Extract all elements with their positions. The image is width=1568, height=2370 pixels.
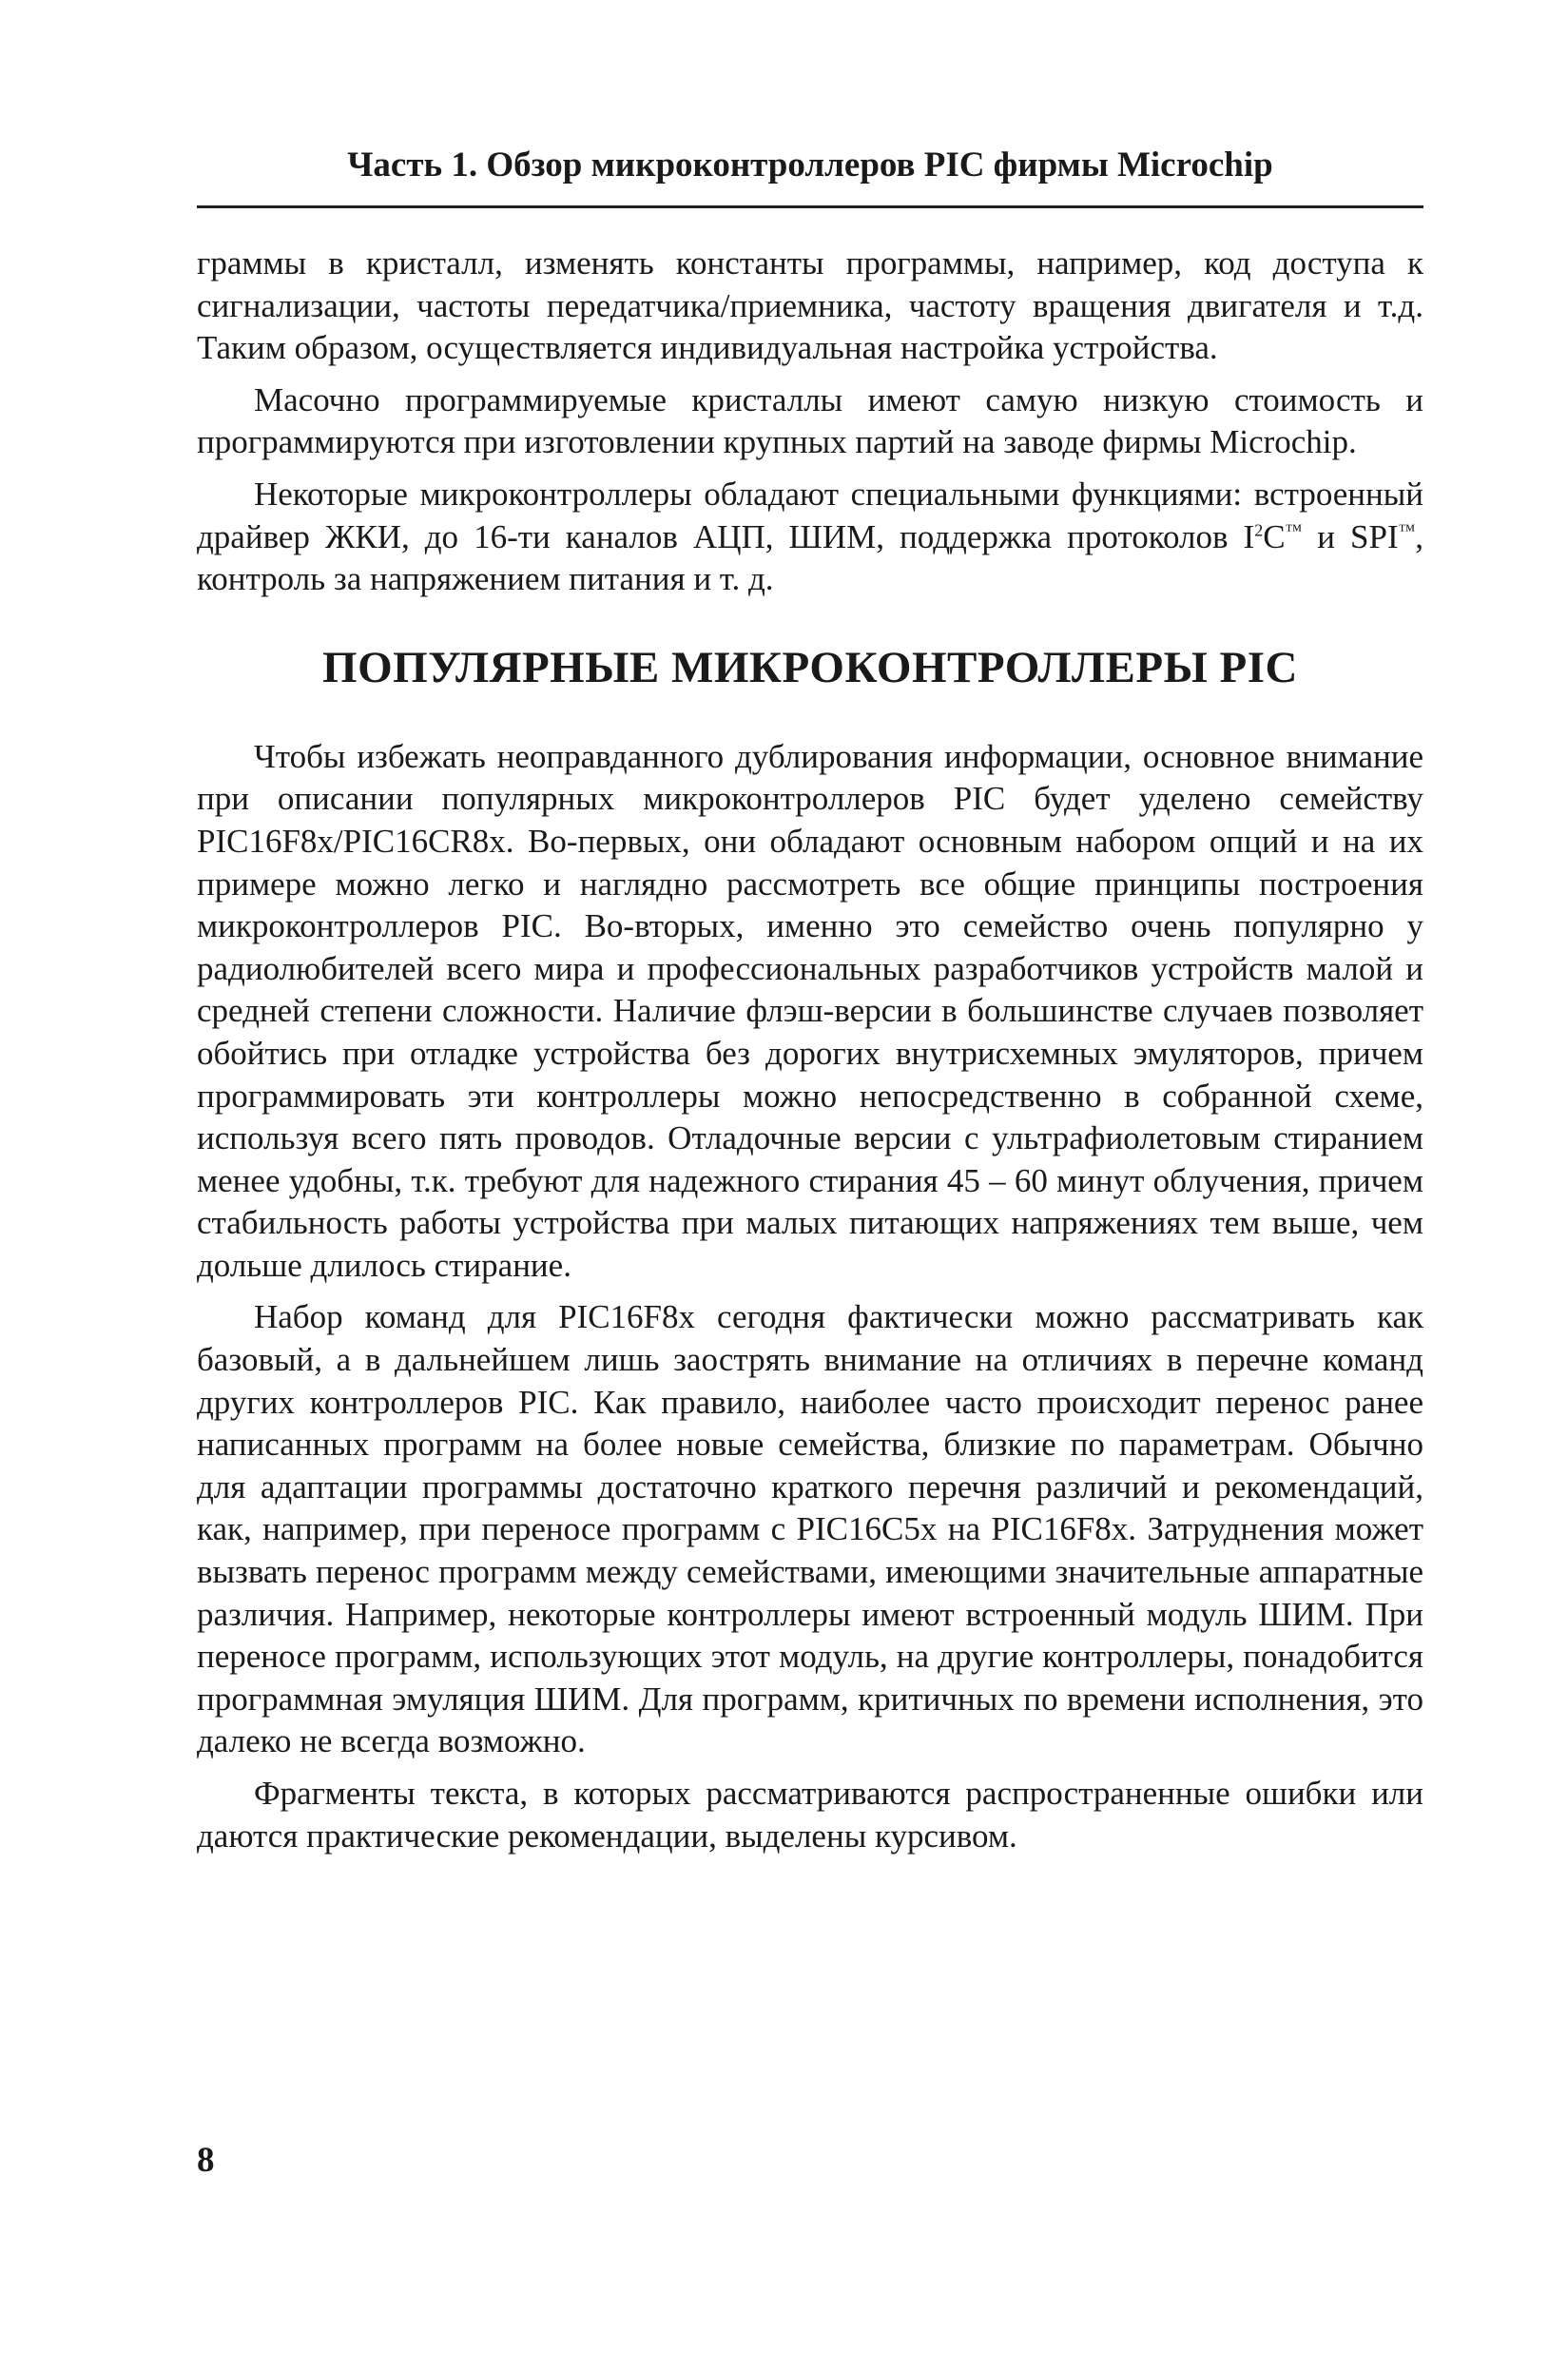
- paragraph-italic-note: Фрагменты текста, в которых рассматриваются распространенные ошибки или даются практические рекомендации, выделены курсивом.: [197, 1775, 1423, 1855]
- section-title: ПОПУЛЯРНЫЕ МИКРОКОНТРОЛЛЕРЫ PIC: [322, 642, 1298, 692]
- special-text-2: C: [1263, 517, 1286, 555]
- special-text-3: и SPI: [1302, 517, 1399, 555]
- body-text: [197, 243, 1423, 1857]
- special-text-4: , контроль за напряжением питания и т. д.: [197, 517, 1423, 598]
- superscript-2: 2: [1254, 519, 1264, 539]
- paragraph-continued: граммы в кристалл, изменять константы программы, например, код доступа к сигнализации, частоты передатчика/приемника, частоту вращения двигателя и т.д. Таким образом, осуществляется индивидуальная настройка устройства.: [197, 244, 1423, 367]
- page-number: 8: [197, 2141, 215, 2180]
- paragraph-mask-programmed: Масочно программируемые кристаллы имеют самую низкую стоимость и программируются при изготовлении крупных партий на заводе фирмы Microchip.: [197, 380, 1423, 461]
- paragraph-popular-intro: Чтобы избежать неоправданного дублирования информации, основное внимание при описании популярных микроконтроллеров PIC будет уделено семейству PIC16F8x/PIC16CR8x. Во-первых, они обладают основным набором опций и на их примере можно легко и наглядно рассмотреть все общие принципы построения микроконтроллеров PIC. Во-вторых, именно это семейство очень популярно у радиолюбителей всего мира и профессиональных разработчиков устройств малой и средней степени сложности. Наличие флэш-версии в большинстве случаев позволяет обойтись при отладке устройства без дорогих внутрисхемных эмуляторов, причем программировать эти контроллеры можно непосредственно в собранной схеме, используя всего пять проводов. Отладочные версии с ультрафиолетовым стиранием менее удобны, т.к. требуют для надежного стирания 45 – 60 минут облучения, причем стабильность работы устройства при малых питающих напряжениях тем выше, чем дольше длилось стирание.: [197, 737, 1423, 1284]
- running-title: Часть 1. Обзор микроконтроллеров PIC фирмы Microchip: [197, 143, 1423, 208]
- trademark-2: ™: [1398, 519, 1416, 539]
- special-text-1: Некоторые микроконтроллеры обладают специальными функциями: встроенный драйвер ЖКИ, до 16-ти каналов АЦП, ШИМ, поддержка протоколов I: [197, 475, 1423, 555]
- book-page: [197, 143, 1423, 2283]
- trademark-1: ™: [1285, 519, 1303, 539]
- paragraph-command-set: Набор команд для PIC16F8x сегодня фактически можно рассматривать как базовый, а в дальнейшем лишь заострять внимание на отличиях в перечне команд других контроллеров PIC. Как правило, наиболее часто происходит перенос ранее написанных программ на более новые семейства, близкие по параметрам. Обычно для адаптации программы достаточно краткого перечня различий и рекомендаций, как, например, при переносе программ с PIC16C5x на PIC16F8x. Затруднения может вызвать перенос программ между семействами, имеющими значительные аппаратные различия. Например, некоторые контроллеры имеют встроенный модуль ШИМ. При переносе программ, использующих этот модуль, на другие контроллеры, понадобится программная эмуляция ШИМ. Для программ, критичных по времени исполнения, это далеко не всегда возможно.: [197, 1298, 1423, 1760]
- paragraph-special-functions: [197, 474, 1423, 601]
